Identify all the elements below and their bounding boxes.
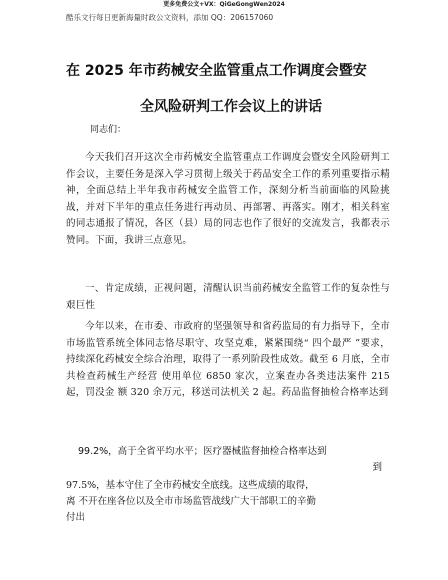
paragraph-achievements: 今年以来，在市委、市政府的坚强领导和省药监局的有力指导下，全市市场监管系统全体同志恪尽职守、攻坚克难，紧紧围绕“ 四个最严 ”要求，持续深化药械安全综合治理，取得了一系列阶段性成效。截至 6 月底，全市共检查药械生产经营 使用单位 6850 家次，立案查办各类违法案件 215 起，罚没金 额 320 余万元，移送司法机关 2 起。药品监督抽检合格率达到 [66, 321, 390, 398]
line-end: 付出 [66, 512, 86, 523]
line-safety-bottomline: 97.5%，基本守住了全市药械安全底线。这些成绩的取得， [66, 480, 315, 491]
top-notice: 更多免费公文+VX：QiGeGongWen2024 [163, 1, 285, 8]
greeting: 同志们： [90, 125, 127, 135]
paragraph-section-heading: 一、肯定成绩，正视问题，清醒认识当前药械安全监管工作的复杂性与艰巨性 [66, 283, 390, 311]
document-title: 在 2025 年市药械安全监管重点工作调度会暨安 [66, 63, 367, 79]
line-quality-rate: 99.2%，高于全省平均水平；医疗器械监督抽检合格率达到 [78, 446, 327, 457]
line-wrap-end: 到 [372, 462, 382, 473]
line-thanks: 离 不开在座各位以及全市市场监管战线广大干部职工的辛勤 [66, 496, 317, 507]
paragraph-intro: 今天我们召开这次全市药械安全监管重点工作调度会暨安全风险研判工作会议，主要任务是深入学习贯彻上级关于药品安全工作的系列重要指示精神，全面总结上半年我市药械安全监管工作，深刻分析当前面临的风险挑战，并对下半年的重点任务进行再动员、再部署、再落实。刚才，相关科室的同志通报了情况，各区（县）局的同志也作了很好的交流发言，我都表示赞同。下面，我讲三点意见。 [66, 152, 390, 246]
document-subtitle: 全风险研判工作会议上的讲话 [140, 99, 322, 115]
header-line: 酷乐文行每日更新海量时政公文资料，添加 QQ：206157060 [66, 13, 274, 22]
